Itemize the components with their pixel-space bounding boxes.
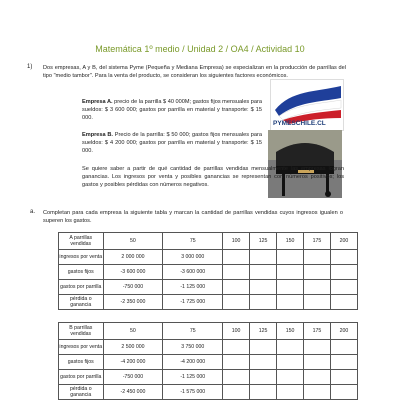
- pymes-chile-logo: [270, 79, 344, 131]
- table-cell: [250, 340, 277, 355]
- table-row: [59, 370, 358, 385]
- table-cell: [277, 385, 304, 400]
- header-cell: 200: [330, 323, 357, 340]
- header-cell: 50: [103, 233, 163, 250]
- table-cell: [277, 280, 304, 295]
- table-cell: [223, 265, 250, 280]
- table-cell: [250, 370, 277, 385]
- subitem-a-text: Completan para cada empresa la siguiente tabla y marcan la cantidad de parrillas vendidas cuyos ingresos igualen o superen los gastos.: [43, 210, 343, 224]
- table-cell: [223, 295, 250, 310]
- header-cell: 125: [250, 323, 277, 340]
- table-cell: [277, 370, 304, 385]
- row-label: gastos fijos: [59, 355, 104, 370]
- table-cell: [304, 370, 331, 385]
- table-cell: -3 600 000: [163, 265, 223, 280]
- table-cell: [304, 265, 331, 280]
- header-cell: 100: [223, 233, 250, 250]
- table-cell: -750 000: [103, 280, 163, 295]
- table-cell: -1 125 000: [163, 370, 223, 385]
- table-cell: [250, 385, 277, 400]
- table-row: [59, 250, 358, 265]
- empresa-b-label: Empresa B.: [82, 132, 113, 138]
- table-header-row: [59, 323, 358, 340]
- row-label: gastos fijos: [59, 265, 104, 280]
- table-cell: [223, 280, 250, 295]
- header-cell: 175: [304, 233, 331, 250]
- header-cell: A parrillas vendidas: [59, 233, 104, 250]
- table-cell: [277, 250, 304, 265]
- table-cell: [223, 370, 250, 385]
- table-cell: -1 725 000: [163, 295, 223, 310]
- table-cell: [330, 370, 357, 385]
- header-cell: 150: [277, 323, 304, 340]
- table-cell: 3 000 000: [163, 250, 223, 265]
- empresa-a-text: precio de la parrilla $ 40 000M; gastos fijos mensuales para sueldos: $ 3 600 000; gastos por parrilla en material y transporte: $ 15 000.: [82, 99, 262, 121]
- table-empresa-b: [58, 322, 358, 400]
- table-cell: [223, 355, 250, 370]
- table-cell: [304, 280, 331, 295]
- header-cell: 125: [250, 233, 277, 250]
- table-row: [59, 385, 358, 400]
- table-cell: [304, 340, 331, 355]
- table-header-row: [59, 233, 358, 250]
- item-number: 1): [27, 64, 33, 70]
- table-cell: -4 200 000: [103, 355, 163, 370]
- table-cell: [250, 355, 277, 370]
- intro-paragraph: Dos empresas, A y B, del sistema Pyme (Pequeña y Mediana Empresa) se especializan en la producción de parrillas del tipo "medio tambor". Para la venta del producto, se consideran los siguientes factores económicos.: [43, 65, 346, 79]
- header-cell: 200: [330, 233, 357, 250]
- row-label: pérdida o ganancia: [59, 385, 104, 400]
- row-label: ingresos por venta: [59, 250, 104, 265]
- table-cell: [330, 250, 357, 265]
- table-cell: 3 750 000: [163, 340, 223, 355]
- table-cell: [223, 340, 250, 355]
- table-cell: [223, 385, 250, 400]
- table-cell: [277, 265, 304, 280]
- table-row: [59, 280, 358, 295]
- table-cell: [304, 250, 331, 265]
- table-cell: [223, 250, 250, 265]
- question-paragraph: Se quiere saber a partir de qué cantidad de parrillas vendidas mensualmente las empresas logran ganancias. Los ingresos por venta y posibles ganancias se representan con números positivos; los gastos y posibles pérdidas con números negativos.: [82, 166, 344, 188]
- table-cell: [330, 340, 357, 355]
- table-cell: [250, 295, 277, 310]
- header-cell: 175: [304, 323, 331, 340]
- table-cell: [250, 265, 277, 280]
- table-cell: -3 600 000: [103, 265, 163, 280]
- table-cell: [330, 295, 357, 310]
- table-row: [59, 265, 358, 280]
- table-row: [59, 355, 358, 370]
- table-cell: [277, 295, 304, 310]
- table-cell: 2 000 000: [103, 250, 163, 265]
- table-row: [59, 340, 358, 355]
- table-cell: -4 200 000: [163, 355, 223, 370]
- table-cell: [277, 355, 304, 370]
- page-title: Matemática 1º medio / Unidad 2 / OA4 / Actividad 10: [95, 44, 305, 54]
- table-cell: [330, 385, 357, 400]
- header-cell: 100: [223, 323, 250, 340]
- table-cell: -2 450 000: [103, 385, 163, 400]
- empresa-a-paragraph: [82, 98, 262, 122]
- row-label: gastos por parrilla: [59, 280, 104, 295]
- header-cell: 150: [277, 233, 304, 250]
- table-cell: [330, 280, 357, 295]
- header-cell: 50: [103, 323, 163, 340]
- header-cell: 75: [163, 233, 223, 250]
- table-cell: [277, 340, 304, 355]
- table-cell: [304, 355, 331, 370]
- row-label: ingresos por venta: [59, 340, 104, 355]
- table-cell: -1 125 000: [163, 280, 223, 295]
- empresa-b-paragraph: [82, 131, 262, 155]
- row-label: gastos por parrilla: [59, 370, 104, 385]
- table-cell: [250, 280, 277, 295]
- header-cell: 75: [163, 323, 223, 340]
- table-cell: [250, 250, 277, 265]
- table-cell: -1 575 000: [163, 385, 223, 400]
- header-cell: B parrillas vendidas: [59, 323, 104, 340]
- row-label: pérdida o ganancia: [59, 295, 104, 310]
- empresa-a-label: Empresa A.: [82, 99, 113, 105]
- table-cell: -750 000: [103, 370, 163, 385]
- subitem-a-label: a.: [30, 209, 36, 215]
- table-cell: [330, 265, 357, 280]
- logo-text: PYMESCHILE.CL: [273, 120, 326, 127]
- table-cell: -2 350 000: [103, 295, 163, 310]
- table-cell: [330, 355, 357, 370]
- table-cell: [304, 385, 331, 400]
- table-cell: 2 500 000: [103, 340, 163, 355]
- table-row: [59, 295, 358, 310]
- table-cell: [304, 295, 331, 310]
- empresa-b-text: Precio de la parrilla: $ 50 000; gastos fijos mensuales para sueldos: $ 4 200 000; gastos por parrilla en material y transporte: $ 15 000.: [82, 132, 262, 154]
- table-empresa-a: [58, 232, 358, 310]
